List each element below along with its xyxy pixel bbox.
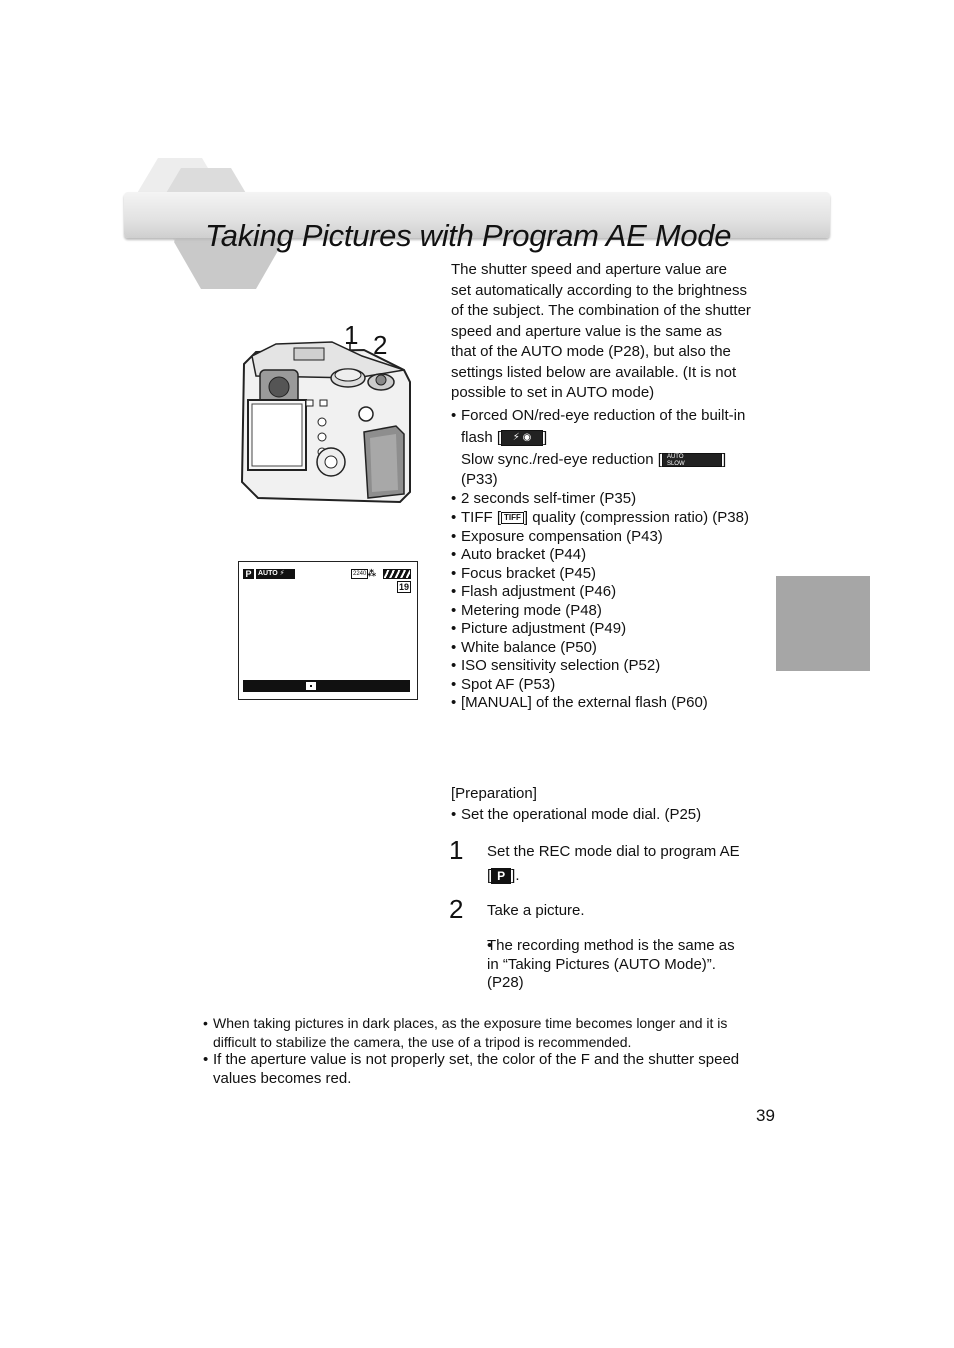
af-target-icon — [306, 682, 316, 690]
footnote-item: • When taking pictures in dark places, as the exposure time becomes longer and it is difficult to stabilize the camera, the use of a tripod is recommended. — [203, 1014, 753, 1051]
feature-item: • Metering mode (P48) — [451, 602, 751, 621]
program-mode-icon: P — [243, 569, 254, 579]
flash-redeye-icon: ⚡ ◉ — [501, 430, 543, 446]
footnote-item: • If the aperture value is not properly set, the color of the F and the shutter speed values becomes red. — [203, 1051, 753, 1088]
callout-number-2: 2 — [373, 330, 388, 360]
feature-tiff: • TIFF [ TIFF ] quality (compression ratio) (P38) — [451, 509, 751, 528]
picture-count: 19 — [399, 582, 410, 592]
program-ae-icon: P — [491, 868, 511, 884]
footnotes — [203, 1014, 753, 1088]
feature-item: • Auto bracket (P44) — [451, 546, 751, 565]
step-1-number: 1 — [449, 835, 464, 865]
page-title: Taking Pictures with Program AE Mode — [205, 218, 732, 253]
auto-slow-redeye-icon: AUTO SLOW — [662, 453, 722, 467]
feature-item: • Exposure compensation (P43) — [451, 528, 751, 547]
lcd-bottom-bar — [243, 680, 410, 692]
tiff-icon: TIFF — [501, 512, 524, 524]
feature-list — [451, 405, 751, 713]
step-2-number: 2 — [449, 894, 464, 924]
chapter-side-tab — [776, 576, 870, 671]
step-2-text: Take a picture. — [487, 902, 585, 919]
quality-icon: ⁂ — [367, 568, 377, 578]
preparation-heading: [Preparation] — [451, 785, 537, 802]
flash-icon: ⚡ — [279, 570, 285, 577]
step-1-text: Set the REC mode dial to program AE [ P ]. — [487, 843, 740, 884]
page-number: 39 — [756, 1106, 775, 1125]
camera-illustration — [236, 322, 416, 512]
auto-label: AUTO — [258, 570, 278, 577]
feature-item: • White balance (P50) — [451, 639, 751, 658]
feature-item: • Flash adjustment (P46) — [451, 583, 751, 602]
battery-icon — [383, 569, 411, 579]
feature-selftimer: • 2 seconds self-timer (P35) — [451, 489, 751, 510]
lcd-screen-figure — [238, 561, 418, 700]
preparation-item: • Set the operational mode dial. (P25) — [451, 805, 751, 826]
intro-section — [451, 260, 751, 713]
auto-flash-indicator — [256, 569, 295, 579]
resolution-indicator: 2240 — [353, 571, 367, 577]
feature-item: • Picture adjustment (P49) — [451, 620, 751, 639]
intro-paragraph: The shutter speed and aperture value are set automatically according to the brightness of the subject. The combination of the shutter speed and aperture value is the same as that of the AUTO mode (P28), but also the settings listed below are available. (It is not possible to set in AUTO mode) — [451, 261, 751, 401]
feature-item: • [MANUAL] of the external flash (P60) — [451, 694, 751, 713]
callout-number-1: 1 — [344, 320, 359, 350]
feature-flash: • Forced ON/red-eye reduction of the built-in flash [ ⚡ ◉ ] Slow sync./red-eye reduction [ AUTO SLOW ] (P33) — [451, 405, 751, 489]
step-note: • The recording method is the same as in “Taking Pictures (AUTO Mode)”. (P28) — [487, 937, 749, 993]
feature-item: • ISO sensitivity selection (P52) — [451, 657, 751, 676]
feature-item: • Spot AF (P53) — [451, 676, 751, 695]
feature-item: • Focus bracket (P45) — [451, 565, 751, 584]
preparation-section — [451, 784, 751, 825]
